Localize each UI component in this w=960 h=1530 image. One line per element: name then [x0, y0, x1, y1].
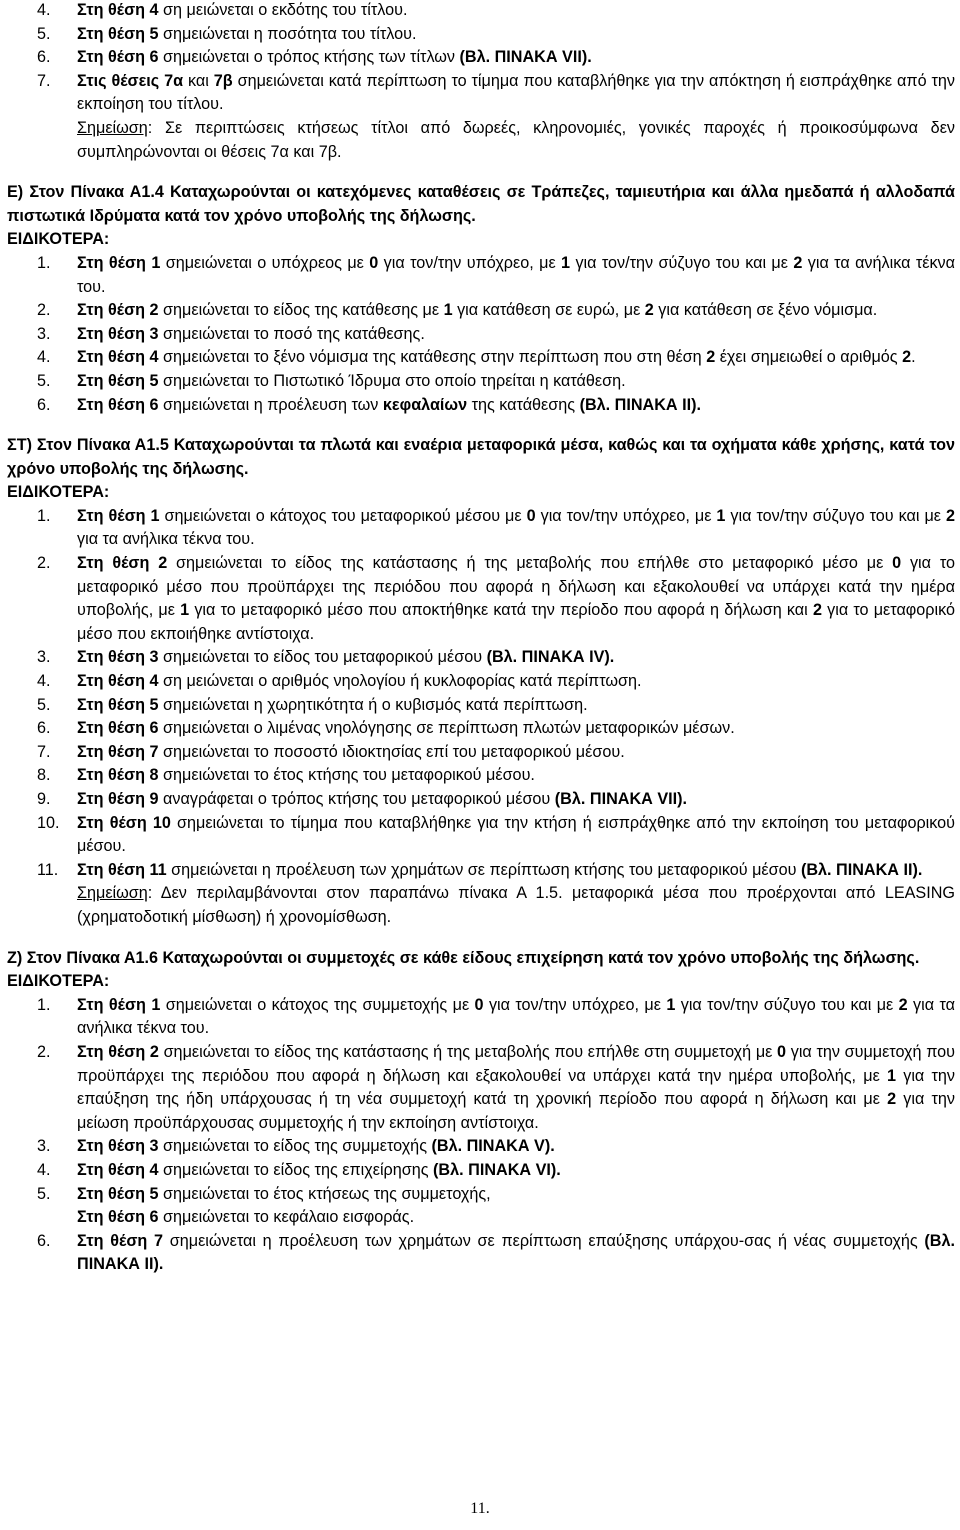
- list-item: [7, 299, 955, 323]
- list-item: [7, 694, 955, 718]
- list-item: [7, 370, 955, 394]
- item-text: σημειώνεται το τίμημα που καταβλήθηκε για την κτήση ή εισπράχθηκε από την εκποίηση του μεταφορικού μέσου.: [77, 813, 955, 856]
- item-number: 4.: [37, 1160, 51, 1179]
- item-text: σημειώνεται η προέλευση των: [158, 395, 383, 414]
- position-label: Στη θέση 4: [77, 1160, 159, 1179]
- position-label: Στη θέση 3: [77, 648, 159, 667]
- item-text: σημειώνεται ο κάτοχος του μεταφορικού μέσου με: [159, 506, 527, 525]
- emphasis-text: κεφαλαίων: [382, 395, 468, 414]
- position-label: Στη θέση 7: [77, 1231, 164, 1250]
- section-heading: ΣΤ) Στον Πίνακα Α1.5 Καταχωρούνται τα πλωτά και εναέρια μεταφορικά μέσα, καθώς και τα οχήματα κάθε χρήσης, κατά τον χρόνο υποβολής της δήλωσης.: [7, 436, 955, 478]
- list-item: [7, 1159, 955, 1183]
- item-number: 5.: [37, 24, 51, 43]
- item-text: σημειώνεται το έτος κτήσης του μεταφορικού μέσου.: [158, 766, 535, 785]
- position-label: Στη θέση 5: [77, 1184, 159, 1203]
- item-number: 9.: [37, 790, 51, 808]
- item-number: 6.: [37, 1231, 51, 1250]
- list-item: [7, 812, 955, 859]
- item-text: σημειώνεται η προέλευση των χρημάτων σε περίπτωση κτήσης του μεταφορικού μέσου: [166, 860, 801, 879]
- position-label: Στη θέση 6: [77, 395, 159, 414]
- item-number: 3.: [37, 1137, 51, 1156]
- item-number: 6.: [37, 719, 51, 738]
- list-item: [7, 741, 955, 765]
- item-text: για την συμμετοχή που προϋπάρχει της περιόδου που αφορά η δήλωση και εξακολουθεί να υπάρχει κατά την ημέρα υποβολής, με: [77, 1042, 956, 1085]
- item-number: 4.: [37, 1, 51, 19]
- item-number: 1.: [37, 506, 51, 525]
- code-value: 2: [887, 1090, 897, 1109]
- item-text: της κατάθεσης: [467, 395, 580, 414]
- item-number: 6.: [37, 48, 51, 67]
- item-text: σημειώνεται το είδος της κατάστασης ή της μεταβολής που επήλθε στη συμμετοχή με: [158, 1042, 778, 1061]
- item-text: σημειώνεται το ποσοστό ιδιοκτησίας επί του μεταφορικού μέσου.: [158, 742, 625, 761]
- item-text: ση μειώνεται ο εκδότης του τίτλου.: [158, 1, 408, 19]
- code-value: 2: [706, 348, 716, 367]
- list-item: [7, 1041, 955, 1135]
- position-label: Στη θέση 4: [77, 672, 159, 691]
- position-label: Στη θέση 2: [77, 554, 168, 573]
- item-text: σημειώνεται κατά περίπτωση το τίμημα που καταβλήθηκε για την απόκτηση ή εισπράχθηκε από την εκποίηση του τίτλου.: [77, 71, 955, 114]
- item-text: για την μείωση προϋπάρχουσας συμμετοχής ή την εκποίηση αντίστοιχα.: [77, 1090, 955, 1132]
- item-text: για τον/την υπόχρεο, με: [378, 253, 562, 272]
- item-number: 2.: [37, 301, 51, 320]
- section-heading: Ε) Στον Πίνακα Α1.4 Καταχωρούνται οι κατεχόμενες καταθέσεις σε Τράπεζες, ταμιευτήρια και άλλα ημεδαπά ή αλλοδαπά πιστωτικά Ιδρύματα κατά τον χρόνο υποβολής της δήλωσης.: [7, 183, 955, 225]
- code-value: 0: [777, 1042, 787, 1061]
- code-value: 1: [561, 253, 571, 272]
- item-text: σημειώνεται το κεφάλαιο εισφοράς.: [158, 1208, 415, 1227]
- item-text: σημειώνεται η χωρητικότητα ή ο κυβισμός κατά περίπτωση.: [158, 695, 588, 714]
- table-reference: (Βλ. ΠΙΝΑΚΑ VII).: [554, 790, 688, 808]
- list-item: [7, 394, 955, 418]
- note-text: : Δεν περιλαμβάνονται στον παραπάνω πίνακα Α 1.5. μεταφορικά μέσα που προέρχονται από LEASING (χρηματοδοτική μίσθωση) ή χρονομίσθωση.: [77, 884, 955, 926]
- item-text: σημειώνεται το ξένο νόμισμα της κατάθεσης στην περίπτωση που στη θέση: [158, 348, 707, 367]
- position-label: Στη θέση 7: [77, 742, 159, 761]
- item-text: για κατάθεση σε ευρώ, με: [452, 301, 645, 320]
- item-number: 8.: [37, 766, 51, 785]
- table-reference: (Βλ. ΠΙΝΑΚΑ IV).: [486, 648, 615, 667]
- item-text: σημειώνεται η ποσότητα του τίτλου.: [158, 24, 417, 43]
- list-item: [7, 23, 955, 47]
- item-text: για τα ανήλικα τέκνα του.: [77, 253, 956, 296]
- code-value: 2: [644, 301, 654, 320]
- note-label: Σημείωση: [77, 884, 148, 903]
- item-number: 2.: [37, 1042, 51, 1061]
- item-text: σημειώνεται το είδος της επιχείρησης: [158, 1160, 434, 1179]
- position-label: Στη θέση 4: [77, 348, 159, 367]
- list-item: [7, 1135, 955, 1159]
- code-value: 2: [812, 601, 822, 620]
- list-item: [7, 552, 955, 646]
- code-value: 2: [898, 995, 908, 1014]
- list-item: [7, 0, 955, 23]
- note-paragraph: [77, 882, 955, 929]
- item-text: σημειώνεται το είδος της συμμετοχής: [158, 1137, 432, 1156]
- item-text: σημειώνεται ο κάτοχος της συμμετοχής με: [160, 995, 475, 1014]
- position-label: Στη θέση 1: [77, 506, 160, 525]
- item-number: 1.: [37, 995, 51, 1014]
- note-label: Σημείωση: [77, 118, 148, 137]
- code-value: 0: [369, 253, 379, 272]
- item-text: για τον/την υπόχρεο, με: [535, 506, 717, 525]
- item-text: σημειώνεται ο λιμένας νηολόγησης σε περίπτωση πλωτών μεταφορικών μέσων.: [158, 719, 735, 738]
- list-item: [7, 46, 955, 70]
- item-text: σημειώνεται η προέλευση των χρημάτων σε περίπτωση επαύξησης υπάρχου-σας ή νέας συμμετοχής: [163, 1231, 925, 1250]
- item-text: για τον/την σύζυγο του και με: [570, 253, 794, 272]
- table-reference: (Βλ. ΠΙΝΑΚΑ ΙΙ).: [800, 860, 923, 879]
- item-text: σημειώνεται ο τρόπος κτήσης των τίτλων: [158, 48, 460, 67]
- item-text: και: [183, 71, 214, 90]
- code-value: 1: [666, 995, 676, 1014]
- item-number: 11.: [37, 860, 59, 879]
- item-text: για την επαύξηση της ήδη υπάρχουσας ή τη νέα συμμετοχή κατά τη χρονική περίοδο που αφορά η δήλωση και με: [77, 1066, 955, 1109]
- item-text: για τα ανήλικα τέκνα του.: [77, 530, 255, 549]
- item-number: 3.: [37, 648, 51, 667]
- note-paragraph: [77, 117, 955, 164]
- position-label: Στη θέση 10: [77, 813, 171, 832]
- item-number: 2.: [37, 554, 51, 573]
- code-value: 0: [474, 995, 484, 1014]
- position-label: Στη θέση 3: [77, 1137, 159, 1156]
- position-label: 7β: [213, 71, 233, 90]
- position-label: Στη θέση 9: [77, 790, 159, 808]
- code-value: 0: [892, 554, 902, 573]
- item-number: 5.: [37, 695, 51, 714]
- code-value: 0: [526, 506, 536, 525]
- item-text: .: [911, 348, 916, 367]
- list-item: [7, 323, 955, 347]
- item-text: ση μειώνεται ο αριθμός νηολογίου ή κυκλοφορίας κατά περίπτωση.: [158, 672, 642, 691]
- position-label: Στη θέση 5: [77, 24, 159, 43]
- code-value: 1: [443, 301, 453, 320]
- item-text: σημειώνεται το Πιστωτικό Ίδρυμα στο οποίο τηρείται η κατάθεση.: [158, 371, 626, 390]
- item-text: σημειώνεται το ποσό της κατάθεσης.: [158, 324, 425, 343]
- item-text: σημειώνεται το είδος του μεταφορικού μέσου: [158, 648, 487, 667]
- item-text: σημειώνεται το είδος της κατάστασης ή της μεταβολής που επήλθε στο μεταφορικό μέσο με: [167, 554, 893, 573]
- list-item: [7, 788, 955, 812]
- position-label: Στη θέση 1: [77, 253, 161, 272]
- item-number: 1.: [37, 253, 51, 272]
- code-value: 1: [716, 506, 726, 525]
- table-reference: (Βλ. ΠΙΝΑΚΑ ΙΙ).: [77, 1231, 956, 1274]
- specially-label: ΕΙΔΙΚΟΤΕΡΑ:: [7, 972, 110, 991]
- item-number: 4.: [37, 348, 51, 367]
- item-text: για τον/την σύζυγο του και με: [675, 995, 899, 1014]
- item-text: για το μεταφορικό μέσο που εκποιήθηκε αντίστοιχα.: [77, 601, 956, 643]
- position-label: Στις θέσεις 7α: [77, 71, 184, 90]
- item-text: για το μεταφορικό μέσο που προϋπάρχει της περιόδου που αφορά η δήλωση και εξακολουθεί να υπάρχει κατά την ημέρα υποβολής, με: [77, 554, 955, 620]
- list-item: [7, 646, 955, 670]
- position-label: Στη θέση 2: [77, 1042, 159, 1061]
- item-text: για κατάθεση σε ξένο νόμισμα.: [653, 301, 878, 320]
- code-value: 2: [793, 253, 803, 272]
- item-number: 3.: [37, 324, 51, 343]
- code-value: 1: [887, 1066, 897, 1085]
- specially-label: ΕΙΔΙΚΟΤΕΡΑ:: [7, 483, 110, 502]
- position-label: Στη θέση 3: [77, 324, 159, 343]
- item-text: σημειώνεται ο υπόχρεος με: [160, 253, 370, 272]
- code-value: 2: [902, 348, 912, 367]
- item-text: έχει σημειωθεί ο αριθμός: [715, 348, 903, 367]
- list-item: [7, 764, 955, 788]
- position-label: Στη θέση 1: [77, 995, 161, 1014]
- list-item: [7, 346, 955, 370]
- item-text: σημειώνεται το είδος της κατάθεσης με: [158, 301, 444, 320]
- list-item: [7, 994, 955, 1041]
- table-reference: (Βλ. ΠΙΝΑΚΑ VI).: [433, 1160, 561, 1179]
- code-value: 1: [180, 601, 190, 620]
- position-label: Στη θέση 6: [77, 48, 159, 67]
- list-item: [7, 1206, 955, 1230]
- section-heading: Ζ) Στον Πίνακα Α1.6 Καταχωρούνται οι συμμετοχές σε κάθε είδους επιχείρηση κατά τον χρόνο υποβολής της δήλωσης.: [7, 948, 920, 967]
- item-number: 6.: [37, 395, 51, 414]
- item-number: 5.: [37, 371, 51, 390]
- item-text: για τον/την υπόχρεο, με: [483, 995, 667, 1014]
- table-reference: (Βλ. ΠΙΝΑΚΑ ΙΙ).: [579, 395, 701, 414]
- list-item: [7, 1183, 955, 1207]
- position-label: Στη θέση 8: [77, 766, 159, 785]
- position-label: Στη θέση 5: [77, 371, 159, 390]
- specially-label: ΕΙΔΙΚΟΤΕΡΑ:: [7, 230, 110, 249]
- item-number: 4.: [37, 672, 51, 691]
- table-reference: (Βλ. ΠΙΝΑΚΑ VII).: [459, 48, 592, 67]
- position-label: Στη θέση 4: [77, 1, 159, 19]
- position-label: Στη θέση 11: [77, 860, 167, 879]
- list-item: [7, 717, 955, 741]
- item-number: 7.: [37, 742, 51, 761]
- note-text: : Σε περιπτώσεις κτήσεως τίτλοι από δωρεές, κληρονομιές, γονικές παροχές ή προικοσύμφωνα δεν συμπληρώνονται οι θέσεις 7α και 7β.: [77, 118, 955, 161]
- item-number: 7.: [37, 71, 51, 90]
- page-number: 11.: [470, 1500, 490, 1517]
- document-body: [7, 0, 955, 1277]
- item-text: σημειώνεται το έτος κτήσεως της συμμετοχής,: [158, 1184, 491, 1203]
- item-number: 5.: [37, 1184, 51, 1203]
- list-item: [7, 1230, 955, 1277]
- position-label: Στη θέση 2: [77, 301, 159, 320]
- position-label: Στη θέση 6: [77, 1208, 159, 1227]
- list-item: [7, 859, 955, 883]
- item-text: αναγράφεται ο τρόπος κτήσης του μεταφορικού μέσου: [158, 790, 555, 808]
- position-label: Στη θέση 5: [77, 695, 159, 714]
- list-item: [7, 70, 955, 117]
- item-number: 10.: [37, 813, 60, 832]
- item-text: για τα ανήλικα τέκνα του.: [77, 995, 956, 1038]
- list-item: [7, 670, 955, 694]
- item-text: για τον/την σύζυγο του και με: [725, 506, 946, 525]
- item-text: για το μεταφορικό μέσο που αποκτήθηκε κατά την περίοδο που αφορά η δήλωση και: [189, 601, 813, 620]
- list-item: [7, 252, 955, 299]
- list-item: [7, 505, 955, 552]
- table-reference: (Βλ. ΠΙΝΑΚΑ V).: [431, 1137, 555, 1156]
- code-value: 2: [945, 506, 955, 525]
- position-label: Στη θέση 6: [77, 719, 159, 738]
- item-number: [7, 1206, 77, 1230]
